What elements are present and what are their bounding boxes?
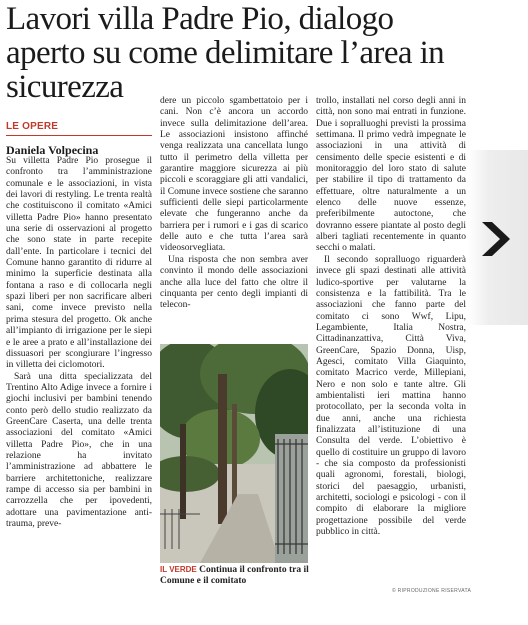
article-column-1 <box>6 156 152 530</box>
paragraph: dere un piccolo sgambettatoio per i cani. Non c’è ancora un accordo invece sulla delimitazione dell’area. Le associazioni insistono affinché venga realizzata una cancellata lungo tutto il perimetro della villetta per garantire maggiore sicurezza ai più piccoli e scoraggiare gli atti vandalici, il Comune invece sostiene che saranno sufficienti delle siepi particolarmente elevate che fungeranno anche da barriera per i rumori e i gas di scarico delle auto e che tutta l’area sarà videosorvegliata. <box>160 96 308 254</box>
section-rule <box>6 135 152 136</box>
caption-kicker: IL VERDE <box>160 565 197 574</box>
paragraph: Una risposta che non sembra aver convinto il mondo delle associazioni anche alla luce del fatto che oltre il cinquanta per cento degli impianti di telecon- <box>160 254 308 311</box>
article-column-2 <box>160 96 308 312</box>
copyright-footer: © RIPRODUZIONE RISERVATA <box>392 588 472 594</box>
chevron-right-icon[interactable] <box>472 214 522 264</box>
paragraph: Il secondo sopralluogo riguarderà invece gli spazi destinati alle attività ludico-sportive per valutarne la consistenza e la fattibilità. Tra le associazioni che fanno parte del comitato ci sono Wwf, Lipu, Legambiente, Italia Nostra, Cittadinanzattiva, Città Viva, GreenCare, Spazio Donna, Uisp, Agesci, comitato Villa Giaquinto, comitato Macrico verde, Millepiani, Nero e non solo e tante altre. Gli ambientalisti ieri mattina hanno protocollato, per la seconda volta in due anni, anche una richiesta finalizzata all’istituzione di una Consulta del verde. L’obiettivo è quello di costituire un gruppo di lavoro - che sia composto da professionisti quali agronomi, forestali, biologi, storici del paesaggio, urbanisti, architetti, sociologi e psicologi - con il compito di elaborare la migliore progettazione possibile del verde pubblico in città. <box>316 254 466 538</box>
park-photo <box>160 344 308 563</box>
caption-text: Continua il confronto tra il Comune e il comitato <box>160 565 309 587</box>
paragraph: Sarà una ditta specializzata del Trentino Alto Adige invece a fornire i giochi inclusivi per bambini tenendo conto però dello studio realizzato da GreenCare Caserta, una delle trenta associazioni del comitato «Amici villetta Padre Pio», che in una relazione ha invitato l’amministrazione ad abbattere le barriere architettoniche, realizzare rampe di accesso sia per bambini in carrozzella che per ipovedenti, adottare una pavimentazione anti-trauma, preve- <box>6 371 152 529</box>
article-column-3 <box>316 96 466 538</box>
paragraph: trollo, installati nel corso degli anni in città, non sono mai entrati in funzione. Due i sopralluoghi previsti la prossima settimana. Il primo vedrà impegnate le associazioni in una attività di censimento delle specie esistenti e di monitoraggio del loro stato di salute per stabilire il tipo di trattamento da effettuare, oltre naturalmente a un elenco delle nuove essenze, preferibilmente autoctone, che dovranno essere piantate al posto degli alberi tagliati recentemente in quanto secchi o malati. <box>316 96 466 254</box>
paragraph: Su villetta Padre Pio prosegue il confronto tra l’amministrazione comunale e le associazioni, in vista dei lavori di restyling. Le trenta realtà che costituiscono il comitato «Amici villetta Padre Pio» hanno presentato una serie di osservazioni al progetto che sono state in parte recepite dall’ente. In particolare i tecnici del Comune hanno garantito di ridurre al minimo la superficie destinata alla fontana a raso e di collocarla negli spazi liberi per non sacrificare alberi sani, come invece previsto nella prima stesura del progetto. Ok anche all’impianto di irrigazione per le siepi e le aree a prato e all’installazione dei dissuasori per scongiurare l’ingresso in villetta dei ciclomotori. <box>6 156 152 371</box>
photo-caption <box>160 564 310 588</box>
park-photo-image <box>160 344 308 563</box>
author-byline: Daniela Volpecina <box>6 143 99 157</box>
next-page-button[interactable] <box>472 214 522 264</box>
section-label: LE OPERE <box>6 121 59 132</box>
article-headline: Lavori villa Padre Pio, dialogo aperto su come delimitare l’area in sicurezza <box>6 1 445 105</box>
